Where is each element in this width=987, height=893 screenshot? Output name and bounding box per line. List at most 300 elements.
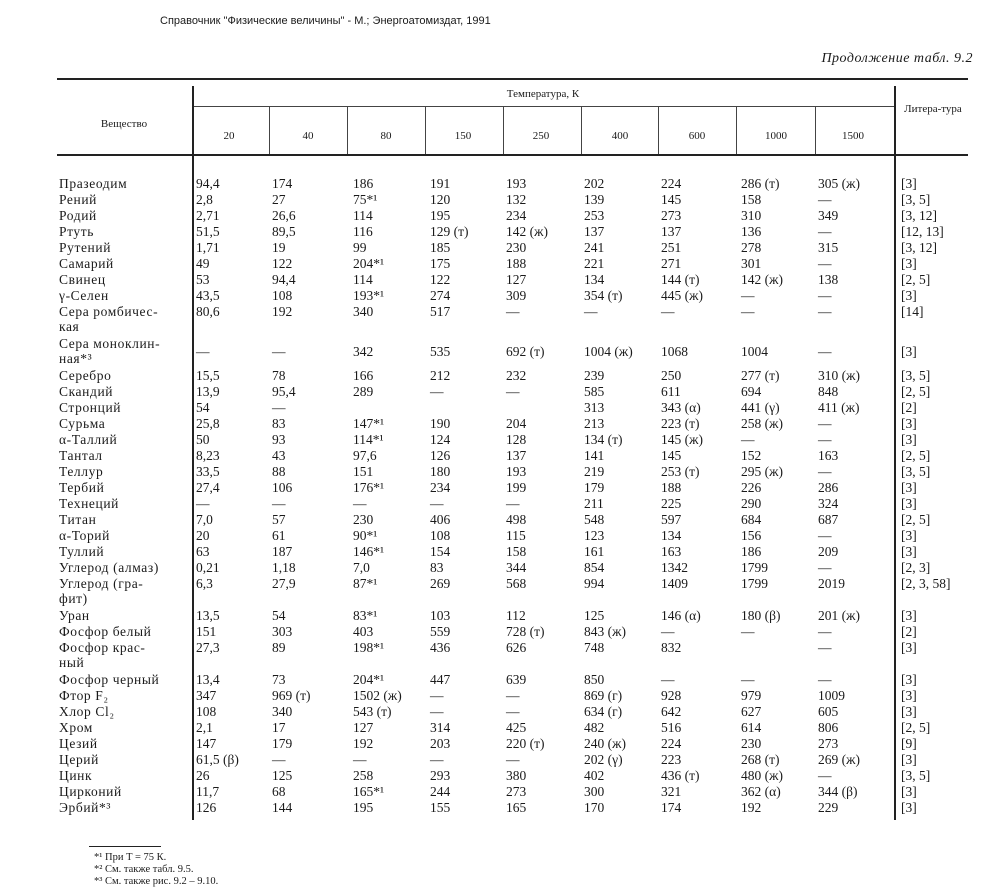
- substance-name-line: Фтор F₂: [59, 688, 109, 703]
- temperature-rule: [192, 106, 894, 107]
- value-cell: 122: [430, 272, 451, 287]
- value-cell: 687: [818, 512, 839, 527]
- substance-name-line: Уран: [59, 608, 90, 623]
- value-cell: 211: [584, 496, 604, 511]
- value-cell: 190: [430, 416, 451, 431]
- value-cell: 340: [272, 704, 293, 719]
- value-cell: 224: [661, 736, 682, 751]
- substance-name-line: Фосфор черный: [59, 672, 160, 687]
- value-cell: 614: [741, 720, 762, 735]
- value-cell: 158: [506, 544, 527, 559]
- value-cell: 626: [506, 640, 527, 655]
- substance-name-line: Рутений: [59, 240, 112, 255]
- value-cell: —: [661, 304, 675, 319]
- literature-ref: [3, 12]: [901, 208, 937, 223]
- value-cell: 144: [272, 800, 293, 815]
- temperature-column-header: 150: [454, 130, 472, 142]
- value-cell: —: [584, 304, 598, 319]
- value-cell: 115: [506, 528, 526, 543]
- literature-ref: [3]: [901, 608, 917, 623]
- substance-name: [59, 752, 99, 767]
- substance-name: [59, 800, 111, 815]
- substance-name: [59, 272, 106, 287]
- value-cell: 192: [272, 304, 293, 319]
- substance-name-line: Скандий: [59, 384, 114, 399]
- value-cell: 258: [353, 768, 374, 783]
- value-cell: 278: [741, 240, 762, 255]
- value-cell: 179: [272, 736, 293, 751]
- value-cell: 166: [353, 368, 374, 383]
- value-cell: 89: [272, 640, 286, 655]
- substance-name-line: Хлор Cl₂: [59, 704, 115, 719]
- literature-ref: [3]: [901, 688, 917, 703]
- substance-name-line: кая: [59, 319, 80, 334]
- substance-name: [59, 560, 159, 575]
- value-cell: —: [430, 688, 444, 703]
- substance-name-line: Сера моноклин-: [59, 336, 161, 351]
- value-cell: 271: [661, 256, 682, 271]
- value-cell: 112: [506, 608, 526, 623]
- value-cell: 441 (γ): [741, 400, 780, 415]
- value-cell: 146 (α): [661, 608, 701, 623]
- value-cell: 516: [661, 720, 682, 735]
- value-cell: 234: [430, 480, 451, 495]
- continuation-caption: Продолжение табл. 9.2: [821, 51, 973, 66]
- value-cell: 188: [661, 480, 682, 495]
- substance-name-line: Сера ромбичес-: [59, 304, 159, 319]
- value-cell: 425: [506, 720, 527, 735]
- literature-ref: [3]: [901, 752, 917, 767]
- value-cell: 559: [430, 624, 451, 639]
- value-cell: 108: [196, 704, 217, 719]
- literature-ref: [2, 5]: [901, 512, 931, 527]
- value-cell: 185: [430, 240, 451, 255]
- substance-name: [59, 720, 93, 735]
- value-cell: 286 (т): [741, 176, 780, 191]
- literature-ref: [3, 5]: [901, 464, 931, 479]
- value-cell: —: [430, 496, 444, 511]
- value-cell: 220 (т): [506, 736, 545, 751]
- value-cell: 832: [661, 640, 682, 655]
- body-column-divider: [192, 156, 194, 818]
- literature-ref: [3]: [901, 704, 917, 719]
- substance-name: [59, 480, 104, 495]
- value-cell: 273: [818, 736, 839, 751]
- literature-ref: [3]: [901, 480, 917, 495]
- value-cell: 204*¹: [353, 672, 385, 687]
- value-cell: 151: [353, 464, 374, 479]
- column-divider: [425, 107, 426, 154]
- table-top-rule: [57, 78, 968, 80]
- literature-ref: [3, 5]: [901, 768, 931, 783]
- column-divider: [347, 107, 348, 154]
- literature-ref: [3]: [901, 528, 917, 543]
- substance-name: [59, 704, 115, 719]
- value-cell: 436 (т): [661, 768, 700, 783]
- value-cell: —: [196, 496, 210, 511]
- substance-name-line: Туллий: [59, 544, 105, 559]
- value-cell: 13,9: [196, 384, 220, 399]
- substance-name-line: Углерод (алмаз): [59, 560, 159, 575]
- value-cell: 198*¹: [353, 640, 385, 655]
- substance-name-line: Сурьма: [59, 416, 106, 431]
- value-cell: 0,21: [196, 560, 220, 575]
- footnote: *² См. также табл. 9.5.: [94, 864, 194, 875]
- value-cell: 147*¹: [353, 416, 385, 431]
- value-cell: 639: [506, 672, 527, 687]
- value-cell: 116: [353, 224, 373, 239]
- temperature-column-header: 400: [611, 130, 629, 142]
- value-cell: 27,4: [196, 480, 220, 495]
- value-cell: 269 (ж): [818, 752, 860, 767]
- literature-ref: [3, 12]: [901, 240, 937, 255]
- substance-name-line: Фосфор белый: [59, 624, 152, 639]
- substance-name-line: Тантал: [59, 448, 103, 463]
- value-cell: —: [506, 704, 520, 719]
- value-cell: 482: [584, 720, 605, 735]
- value-cell: 145 (ж): [661, 432, 703, 447]
- literature-ref: [3]: [901, 288, 917, 303]
- value-cell: 134: [661, 528, 682, 543]
- value-cell: 186: [741, 544, 762, 559]
- value-cell: 161: [584, 544, 605, 559]
- value-cell: 26: [196, 768, 210, 783]
- value-cell: 33,5: [196, 464, 220, 479]
- value-cell: 155: [430, 800, 451, 815]
- value-cell: 928: [661, 688, 682, 703]
- value-cell: 103: [430, 608, 451, 623]
- literature-ref: [3]: [901, 784, 917, 799]
- value-cell: 138: [818, 272, 839, 287]
- value-cell: 134: [584, 272, 605, 287]
- literature-ref: [3]: [901, 672, 917, 687]
- value-cell: 2,1: [196, 720, 213, 735]
- value-cell: 147: [196, 736, 217, 751]
- literature-ref: [2, 5]: [901, 448, 931, 463]
- temperature-column-header: 1500: [842, 130, 864, 142]
- value-cell: 125: [272, 768, 293, 783]
- value-cell: —: [818, 288, 832, 303]
- value-cell: 132: [506, 192, 527, 207]
- value-cell: 203: [430, 736, 451, 751]
- substance-name-line: Углерод (гра-: [59, 576, 144, 591]
- substance-name-line: Теллур: [59, 464, 104, 479]
- value-cell: 1,18: [272, 560, 296, 575]
- value-cell: 202 (γ): [584, 752, 623, 767]
- value-cell: 611: [661, 384, 681, 399]
- substance-name-line: ный: [59, 655, 85, 670]
- value-cell: 344 (β): [818, 784, 858, 799]
- value-cell: 230: [741, 736, 762, 751]
- value-cell: 120: [430, 192, 451, 207]
- value-cell: 151: [196, 624, 217, 639]
- value-cell: 175: [430, 256, 451, 271]
- value-cell: —: [818, 464, 832, 479]
- value-cell: 1342: [661, 560, 688, 575]
- value-cell: 53: [196, 272, 210, 287]
- value-cell: 49: [196, 256, 210, 271]
- value-cell: 57: [272, 512, 286, 527]
- value-cell: 126: [196, 800, 217, 815]
- literature-ref: [2, 5]: [901, 384, 931, 399]
- value-cell: —: [818, 560, 832, 575]
- value-cell: 295 (ж): [741, 464, 783, 479]
- value-cell: 106: [272, 480, 293, 495]
- value-cell: 411 (ж): [818, 400, 860, 415]
- value-cell: 289: [353, 384, 374, 399]
- value-cell: 6,3: [196, 576, 213, 591]
- value-cell: 221: [584, 256, 605, 271]
- substance-name: [59, 576, 143, 606]
- value-cell: 73: [272, 672, 286, 687]
- literature-ref: [3]: [901, 640, 917, 655]
- substance-name: [59, 416, 105, 431]
- body-column-divider: [894, 156, 896, 818]
- column-divider: [581, 107, 582, 154]
- value-cell: 144 (т): [661, 272, 700, 287]
- value-cell: 97,6: [353, 448, 377, 463]
- value-cell: 1004: [741, 344, 768, 359]
- substance-name-line: Титан: [59, 512, 97, 527]
- value-cell: 146*¹: [353, 544, 385, 559]
- value-cell: 324: [818, 496, 839, 511]
- literature-ref: [3]: [901, 176, 917, 191]
- value-cell: 78: [272, 368, 286, 383]
- value-cell: 127: [353, 720, 374, 735]
- value-cell: —: [661, 624, 675, 639]
- value-cell: 43: [272, 448, 286, 463]
- value-cell: 223 (т): [661, 416, 700, 431]
- source-line: Справочник "Физические величины" - М.; Энергоатомиздат, 1991: [160, 15, 491, 27]
- value-cell: 634 (г): [584, 704, 623, 719]
- substance-name: [59, 304, 158, 334]
- value-cell: 498: [506, 512, 527, 527]
- substance-name-line: α-Таллий: [59, 432, 118, 447]
- substance-name: [59, 768, 92, 783]
- value-cell: —: [272, 344, 286, 359]
- value-cell: 142 (ж): [506, 224, 548, 239]
- value-cell: 54: [272, 608, 286, 623]
- literature-ref: [3, 5]: [901, 192, 931, 207]
- value-cell: 94,4: [196, 176, 220, 191]
- substance-name-line: Стронций: [59, 400, 122, 415]
- column-divider: [503, 107, 504, 154]
- value-cell: 83*¹: [353, 608, 378, 623]
- literature-ref: [14]: [901, 304, 924, 319]
- value-cell: 268 (т): [741, 752, 780, 767]
- value-cell: 517: [430, 304, 451, 319]
- value-cell: 127: [506, 272, 527, 287]
- value-cell: 250: [661, 368, 682, 383]
- substance-name-line: Цезий: [59, 736, 98, 751]
- substance-name: [59, 464, 103, 479]
- value-cell: —: [818, 640, 832, 655]
- value-cell: 25,8: [196, 416, 220, 431]
- value-cell: 156: [741, 528, 762, 543]
- value-cell: 201 (ж): [818, 608, 860, 623]
- value-cell: 123: [584, 528, 605, 543]
- value-cell: 230: [353, 512, 374, 527]
- literature-ref: [3]: [901, 496, 917, 511]
- value-cell: 1,71: [196, 240, 220, 255]
- value-cell: 239: [584, 368, 605, 383]
- value-cell: 253 (т): [661, 464, 700, 479]
- temperature-column-header: 250: [532, 130, 550, 142]
- value-cell: —: [818, 768, 832, 783]
- value-cell: 684: [741, 512, 762, 527]
- value-cell: 193: [506, 176, 527, 191]
- value-cell: 89,5: [272, 224, 296, 239]
- value-cell: 225: [661, 496, 682, 511]
- value-cell: 50: [196, 432, 210, 447]
- value-cell: 219: [584, 464, 605, 479]
- value-cell: 585: [584, 384, 605, 399]
- value-cell: —: [272, 496, 286, 511]
- value-cell: 347: [196, 688, 217, 703]
- value-cell: 994: [584, 576, 605, 591]
- substance-name-line: Цинк: [59, 768, 93, 783]
- value-cell: 480 (ж): [741, 768, 783, 783]
- value-cell: 843 (ж): [584, 624, 626, 639]
- value-cell: 300: [584, 784, 605, 799]
- value-cell: 290: [741, 496, 762, 511]
- literature-ref: [3, 5]: [901, 368, 931, 383]
- temperature-header: Температура, К: [506, 88, 580, 100]
- value-cell: —: [818, 416, 832, 431]
- substance-name-line: Серебро: [59, 368, 112, 383]
- substance-name-line: ная*³: [59, 351, 93, 366]
- value-cell: 158: [741, 192, 762, 207]
- value-cell: 213: [584, 416, 605, 431]
- substance-name-line: Тербий: [59, 480, 105, 495]
- value-cell: 108: [430, 528, 451, 543]
- value-cell: 26,6: [272, 208, 296, 223]
- substance-name-line: Хром: [59, 720, 93, 735]
- value-cell: —: [741, 624, 755, 639]
- value-cell: 402: [584, 768, 605, 783]
- literature-ref: [2]: [901, 400, 917, 415]
- value-cell: 114: [353, 208, 373, 223]
- substance-name-line: Церий: [59, 752, 99, 767]
- value-cell: 180 (β): [741, 608, 781, 623]
- value-cell: —: [741, 304, 755, 319]
- value-cell: 305 (ж): [818, 176, 860, 191]
- value-cell: 142 (ж): [741, 272, 783, 287]
- value-cell: —: [818, 192, 832, 207]
- value-cell: 1502 (ж): [353, 688, 402, 703]
- value-cell: 445 (ж): [661, 288, 703, 303]
- substance-name: [59, 544, 104, 559]
- value-cell: 99: [353, 240, 367, 255]
- value-cell: 848: [818, 384, 839, 399]
- value-cell: 1068: [661, 344, 688, 359]
- literature-ref: [2, 3]: [901, 560, 931, 575]
- value-cell: 188: [506, 256, 527, 271]
- literature-ref: [3]: [901, 544, 917, 559]
- value-cell: 979: [741, 688, 762, 703]
- substance-name-line: Технеций: [59, 496, 119, 511]
- literature-ref: [3]: [901, 416, 917, 431]
- value-cell: 380: [506, 768, 527, 783]
- value-cell: 303: [272, 624, 293, 639]
- value-cell: —: [506, 304, 520, 319]
- value-cell: 436: [430, 640, 451, 655]
- value-cell: —: [818, 344, 832, 359]
- value-cell: 535: [430, 344, 451, 359]
- substance-name: [59, 288, 109, 303]
- value-cell: 1799: [741, 560, 768, 575]
- substance-name: [59, 176, 127, 191]
- value-cell: 224: [661, 176, 682, 191]
- value-cell: —: [506, 496, 520, 511]
- value-cell: —: [272, 752, 286, 767]
- value-cell: 642: [661, 704, 682, 719]
- value-cell: 343 (α): [661, 400, 701, 415]
- column-divider: [815, 107, 816, 154]
- value-cell: 108: [272, 288, 293, 303]
- value-cell: 163: [661, 544, 682, 559]
- value-cell: 145: [661, 192, 682, 207]
- value-cell: —: [272, 400, 286, 415]
- value-cell: —: [506, 752, 520, 767]
- value-cell: 176*¹: [353, 480, 385, 495]
- value-cell: 223: [661, 752, 682, 767]
- value-cell: 273: [661, 208, 682, 223]
- value-cell: 195: [353, 800, 374, 815]
- value-cell: 83: [272, 416, 286, 431]
- value-cell: —: [430, 704, 444, 719]
- value-cell: 277 (т): [741, 368, 780, 383]
- value-cell: 54: [196, 400, 210, 415]
- column-divider: [736, 107, 737, 154]
- value-cell: 204: [506, 416, 527, 431]
- substance-name-line: фит): [59, 591, 88, 606]
- substance-name: [59, 608, 90, 623]
- value-cell: 193: [506, 464, 527, 479]
- value-cell: 241: [584, 240, 605, 255]
- value-cell: 969 (т): [272, 688, 311, 703]
- value-cell: 7,0: [353, 560, 370, 575]
- value-cell: 310: [741, 208, 762, 223]
- value-cell: 165: [506, 800, 527, 815]
- value-cell: 75*¹: [353, 192, 378, 207]
- value-cell: 314: [430, 720, 451, 735]
- value-cell: 174: [661, 800, 682, 815]
- substance-name: [59, 208, 97, 223]
- value-cell: 244: [430, 784, 451, 799]
- value-cell: 253: [584, 208, 605, 223]
- value-cell: 850: [584, 672, 605, 687]
- value-cell: 87*¹: [353, 576, 378, 591]
- value-cell: 406: [430, 512, 451, 527]
- value-cell: 187: [272, 544, 293, 559]
- value-cell: 403: [353, 624, 374, 639]
- literature-ref: [12, 13]: [901, 224, 944, 239]
- value-cell: 191: [430, 176, 451, 191]
- value-cell: 195: [430, 208, 451, 223]
- footnote: *¹ При T = 75 К.: [94, 852, 167, 863]
- value-cell: —: [818, 672, 832, 687]
- value-cell: 7,0: [196, 512, 213, 527]
- value-cell: 11,7: [196, 784, 220, 799]
- column-divider: [269, 107, 270, 154]
- value-cell: 122: [272, 256, 293, 271]
- literature-ref: [2]: [901, 624, 917, 639]
- value-cell: —: [741, 672, 755, 687]
- temperature-column-header: 80: [380, 130, 392, 142]
- substance-name: [59, 336, 160, 366]
- substance-name-line: α-Торий: [59, 528, 110, 543]
